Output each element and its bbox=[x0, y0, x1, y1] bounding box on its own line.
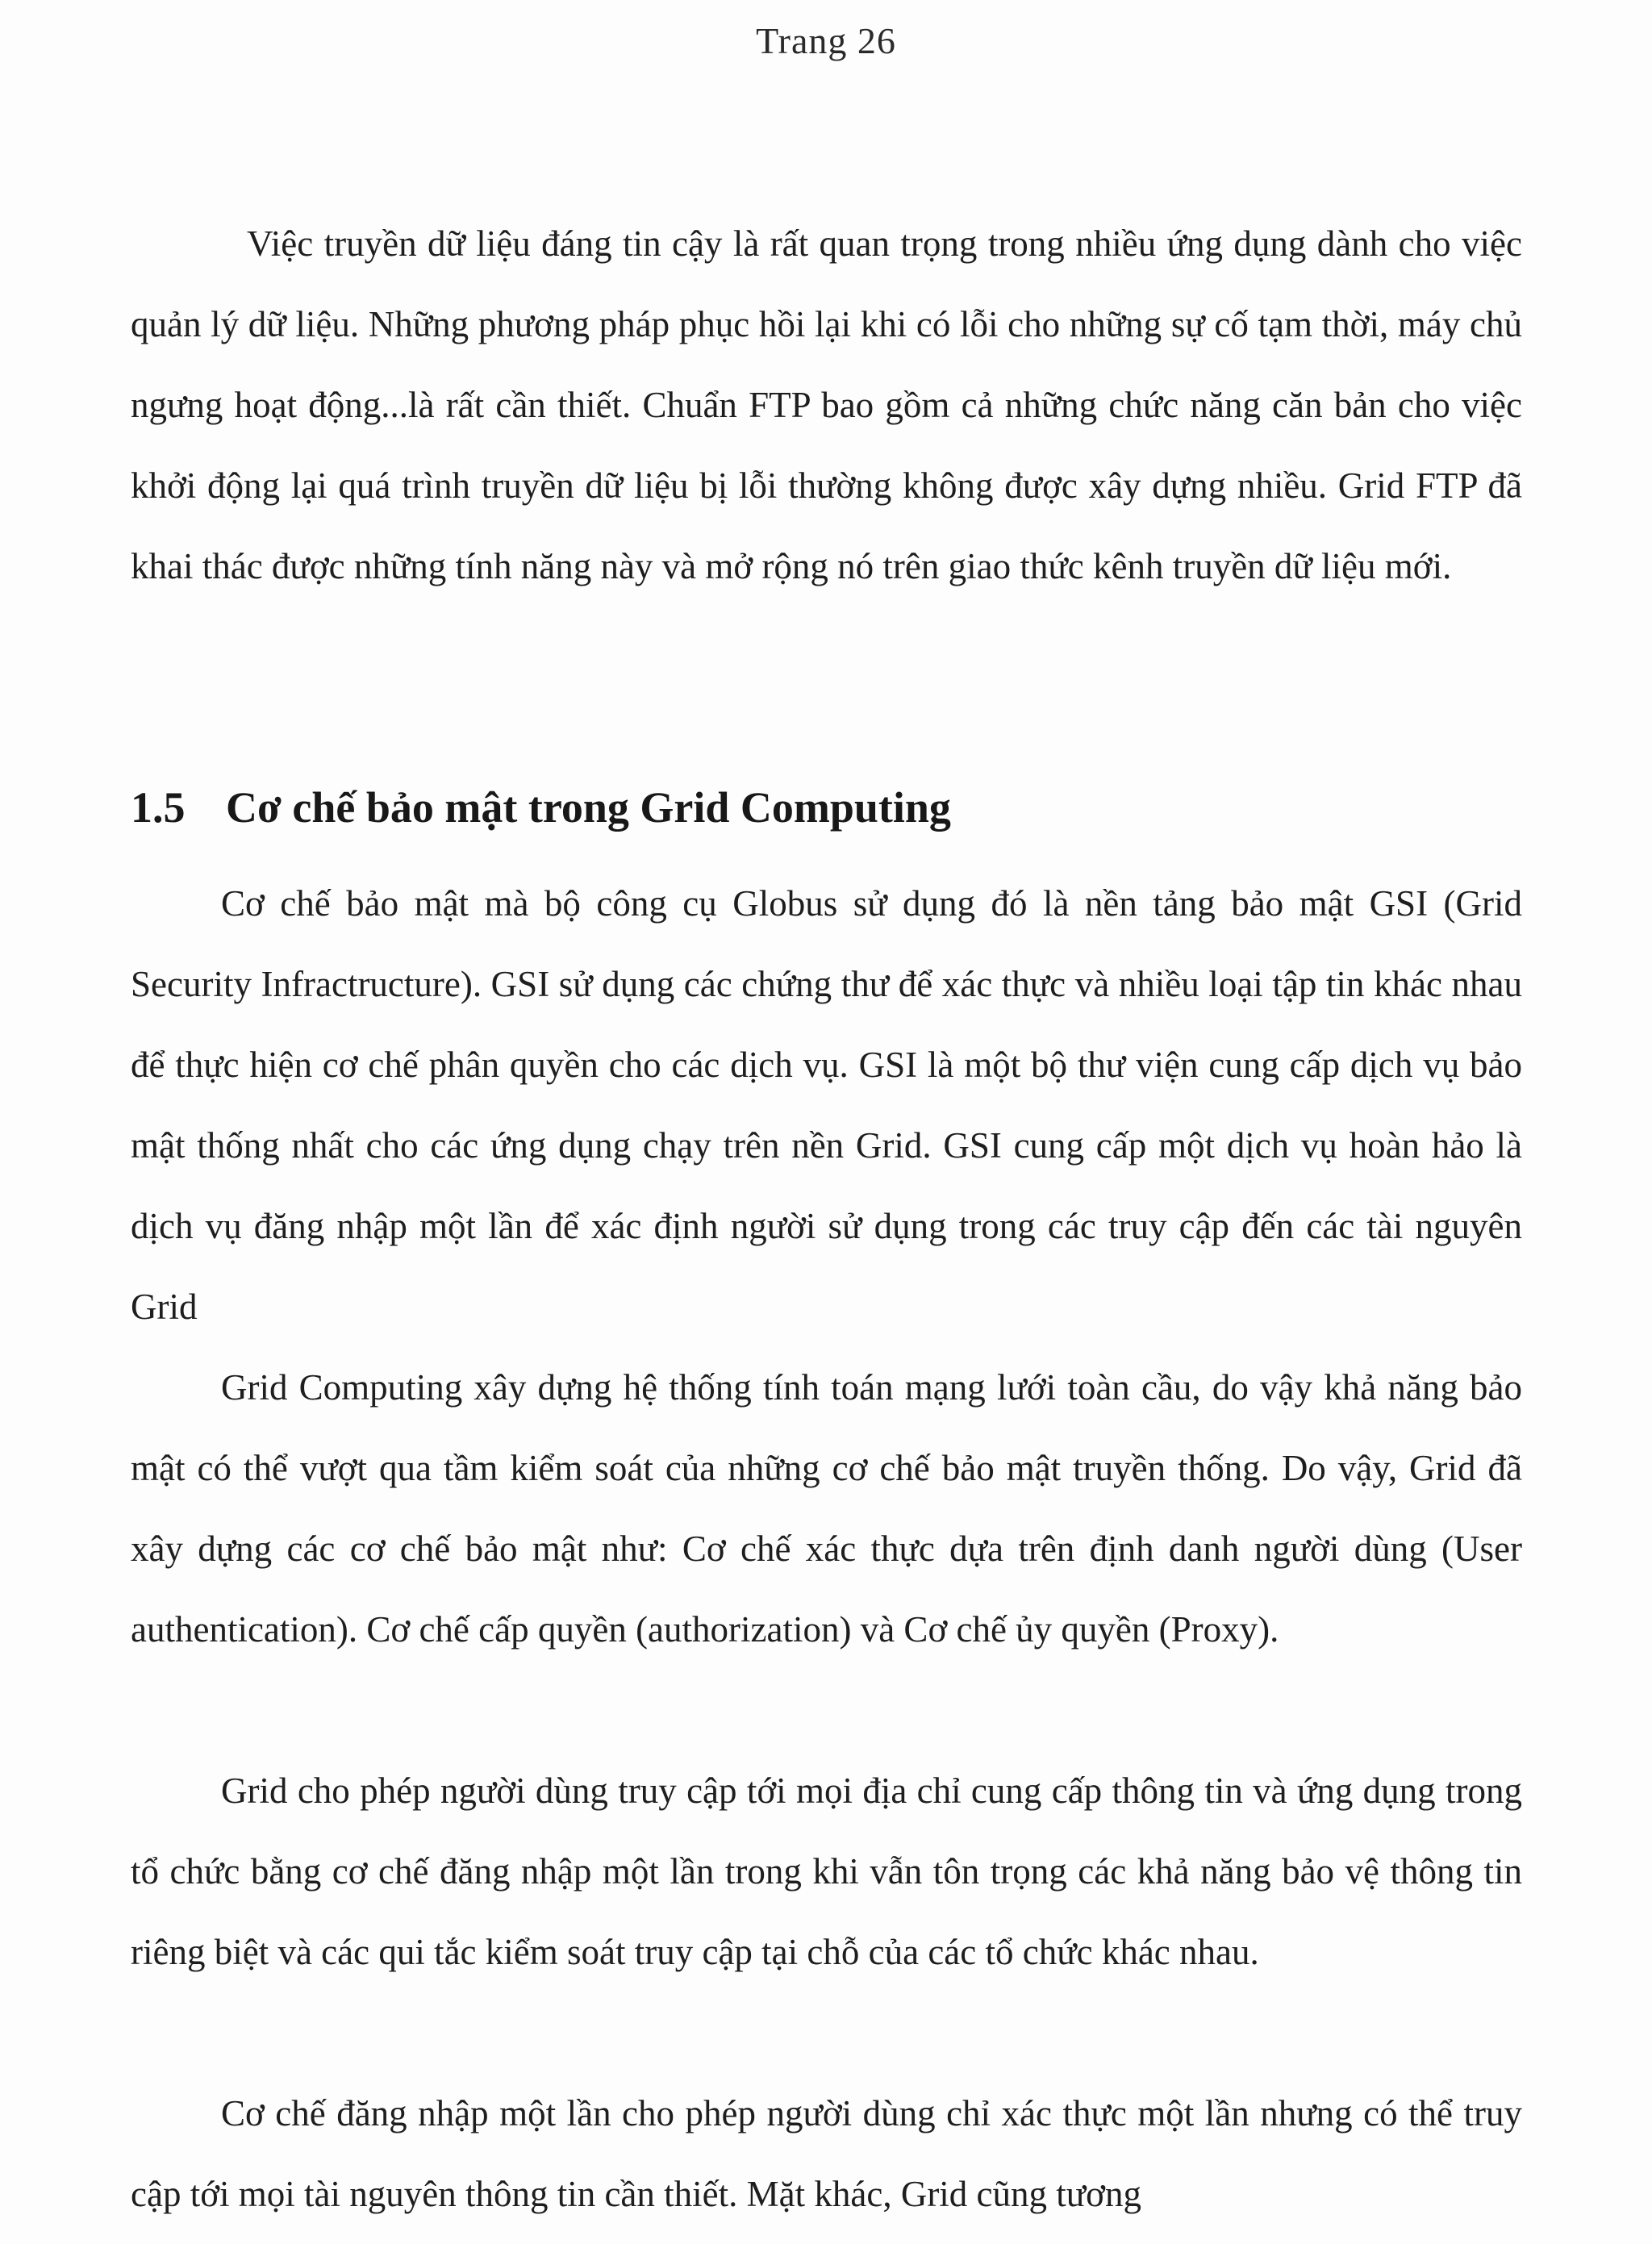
section-heading bbox=[131, 779, 951, 836]
page-number: Trang 26 bbox=[756, 20, 896, 61]
section-title: Cơ chế bảo mật trong Grid Computing bbox=[226, 783, 951, 832]
section-number: 1.5 bbox=[131, 783, 186, 832]
paragraph-security-mechanisms: Grid Computing xây dựng hệ thống tính toán mạng lưới toàn cầu, do vậy khả năng bảo mật có thể vượt qua tầm kiểm soát của những cơ chế bảo mật truyền thống. Do vậy, Grid đã xây dựng các cơ chế bảo mật như: Cơ chế xác thực dựa trên định danh người dùng (User authentication). Cơ chế cấp quyền (authorization) và Cơ chế ủy quyền (Proxy). bbox=[131, 1367, 1522, 1650]
paragraph-single-sign-on: Cơ chế đăng nhập một lần cho phép người dùng chỉ xác thực một lần nhưng có thể truy cập tới mọi tài nguyên thông tin cần thiết. Mặt khác, Grid cũng tương bbox=[131, 2093, 1522, 2214]
paragraph-gsi: Cơ chế bảo mật mà bộ công cụ Globus sử dụng đó là nền tảng bảo mật GSI (Grid Security Infractructure). GSI sử dụng các chứng thư để xác thực và nhiều loại tập tin khác nhau để thực hiện cơ chế phân quyền cho các dịch vụ. GSI là một bộ thư viện cung cấp dịch vụ bảo mật thống nhất cho các ứng dụng chạy trên nền Grid. GSI cung cấp một dịch vụ hoàn hảo là dịch vụ đăng nhập một lần để xác định người sử dụng trong các truy cập đến các tài nguyên Grid bbox=[131, 883, 1522, 1327]
paragraph-data-transfer: Việc truyền dữ liệu đáng tin cậy là rất quan trọng trong nhiều ứng dụng dành cho việc quản lý dữ liệu. Những phương pháp phục hồi lại khi có lỗi cho những sự cố tạm thời, máy chủ ngưng hoạt động...là rất cần thiết. Chuẩn FTP bao gồm cả những chức năng căn bản cho việc khởi động lại quá trình truyền dữ liệu bị lỗi thường không được xây dựng nhiều. Grid FTP đã khai thác được những tính năng này và mở rộng nó trên giao thức kênh truyền dữ liệu mới. bbox=[131, 223, 1522, 586]
paragraph-single-sign-on-access: Grid cho phép người dùng truy cập tới mọi địa chỉ cung cấp thông tin và ứng dụng trong tổ chức bằng cơ chế đăng nhập một lần trong khi vẫn tôn trọng các khả năng bảo vệ thông tin riêng biệt và các qui tắc kiểm soát truy cập tại chỗ của các tổ chức khác nhau. bbox=[131, 1771, 1522, 1972]
